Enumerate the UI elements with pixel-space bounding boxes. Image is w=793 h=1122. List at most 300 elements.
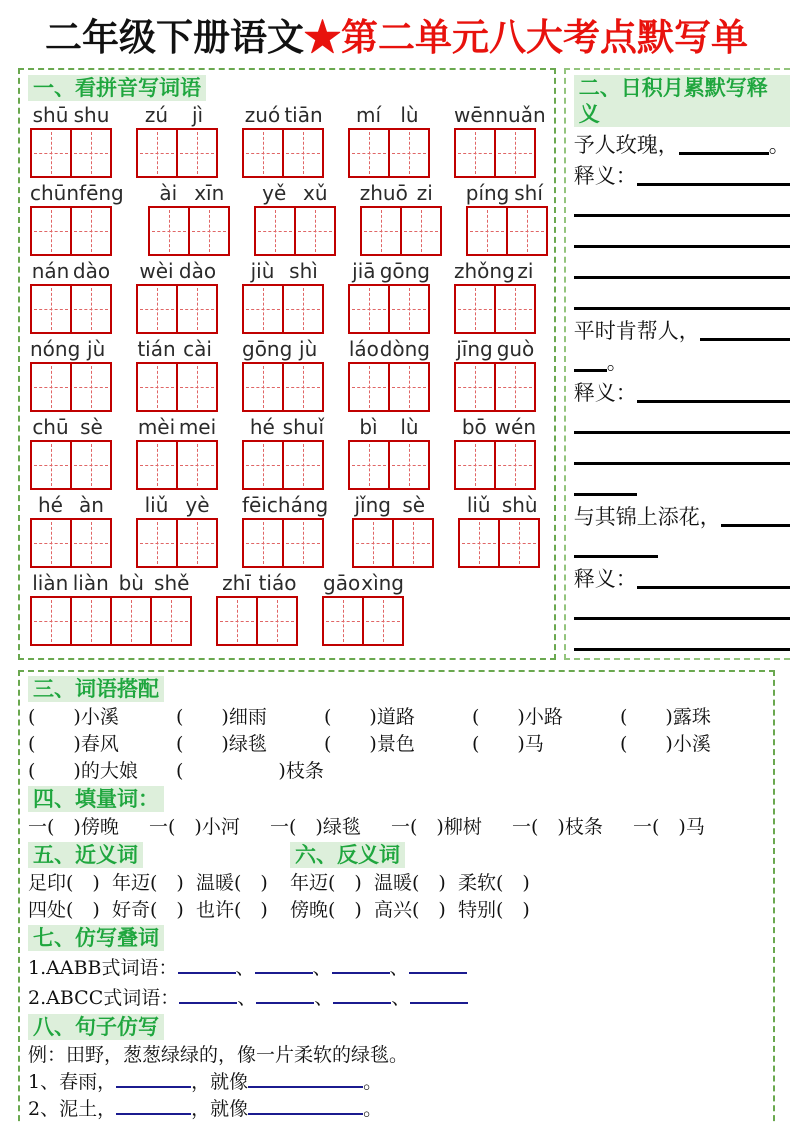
pinyin-syllable: wén bbox=[494, 415, 536, 439]
writing-grid-box[interactable] bbox=[454, 440, 536, 490]
pinyin-label bbox=[30, 493, 112, 518]
memorize-line bbox=[574, 253, 790, 284]
memorize-line bbox=[574, 129, 790, 160]
pinyin-syllable: jù bbox=[299, 337, 318, 361]
grid-cell bbox=[294, 208, 334, 254]
word-match-item[interactable]: ( )春风 bbox=[28, 733, 119, 755]
pinyin-syllable: àn bbox=[79, 493, 104, 517]
writing-grid-box[interactable] bbox=[348, 128, 430, 178]
pinyin-word-row bbox=[30, 259, 548, 334]
section-pinyin-dictation bbox=[18, 68, 556, 660]
pinyin-label bbox=[136, 415, 218, 440]
pinyin-syllable: xìng bbox=[361, 571, 404, 595]
pinyin-syllable: gāo bbox=[323, 571, 361, 595]
section7-heading: 七、仿写叠词 bbox=[28, 925, 164, 951]
pinyin-syllable: tiān bbox=[284, 103, 323, 127]
pinyin-syllable: nuǎn bbox=[495, 103, 546, 127]
writing-grid-box[interactable] bbox=[30, 440, 112, 490]
writing-grid-box[interactable] bbox=[454, 128, 536, 178]
writing-grid-box[interactable] bbox=[360, 206, 442, 256]
pinyin-label bbox=[30, 571, 192, 596]
section-antonyms bbox=[290, 841, 765, 924]
answer-blank[interactable] bbox=[332, 958, 390, 974]
writing-grid-box[interactable] bbox=[30, 362, 112, 412]
title-black: 二年级下册语文 bbox=[45, 15, 304, 59]
writing-grid-box[interactable] bbox=[30, 518, 112, 568]
antonym-item[interactable]: 年迈( ) bbox=[290, 872, 362, 894]
writing-grid-box[interactable] bbox=[136, 284, 218, 334]
pinyin-label bbox=[136, 103, 218, 128]
pinyin-syllable: shu bbox=[73, 103, 110, 127]
pinyin-label bbox=[454, 259, 536, 284]
grid-cell bbox=[176, 286, 216, 332]
grid-cell bbox=[282, 286, 322, 332]
pinyin-syllable: wēn bbox=[454, 103, 496, 127]
pinyin-word-row bbox=[30, 181, 548, 256]
memorize-line bbox=[574, 284, 790, 315]
grid-cell bbox=[388, 364, 428, 410]
pinyin-word bbox=[136, 337, 218, 412]
writing-grid-box[interactable] bbox=[242, 518, 324, 568]
answer-blank[interactable] bbox=[574, 613, 790, 620]
pinyin-word bbox=[242, 259, 324, 334]
word-match-line bbox=[28, 758, 765, 785]
word-match-item[interactable]: ( )的大娘 bbox=[28, 760, 138, 782]
grid-cell bbox=[70, 442, 110, 488]
reduplication-label: 2.ABCC式词语： bbox=[28, 987, 180, 1009]
pinyin-label bbox=[360, 181, 442, 206]
pinyin-label bbox=[254, 181, 336, 206]
writing-grid-box[interactable] bbox=[136, 440, 218, 490]
answer-blank[interactable] bbox=[637, 582, 790, 589]
pinyin-syllable: hé bbox=[38, 493, 63, 517]
answer-blank[interactable] bbox=[574, 241, 790, 248]
word-match-item[interactable]: ( )小溪 bbox=[620, 733, 711, 755]
section1-heading: 一、看拼音写词语 bbox=[28, 75, 206, 101]
grid-cell bbox=[350, 130, 388, 176]
pinyin-word bbox=[348, 415, 430, 490]
pinyin-syllable: dào bbox=[178, 259, 217, 283]
pinyin-word-row bbox=[30, 103, 548, 178]
grid-cell bbox=[70, 130, 110, 176]
pinyin-word bbox=[30, 103, 112, 178]
pinyin-label bbox=[352, 493, 434, 518]
pinyin-syllable: liàn bbox=[72, 571, 109, 595]
sentence-mid: ，就像 bbox=[191, 1098, 249, 1120]
pinyin-syllable: zhī bbox=[222, 571, 251, 595]
answer-blank[interactable] bbox=[574, 458, 790, 465]
pinyin-syllable: xīn bbox=[194, 181, 225, 205]
pinyin-word bbox=[30, 493, 112, 568]
memorize-line bbox=[574, 346, 790, 377]
pinyin-label bbox=[242, 259, 324, 284]
grid-cell bbox=[176, 520, 216, 566]
grid-cell bbox=[70, 286, 110, 332]
pinyin-syllable: zi bbox=[517, 259, 534, 283]
memorize-line bbox=[574, 563, 790, 594]
pinyin-syllable: yè bbox=[185, 493, 210, 517]
word-match-item[interactable]: ( )绿毯 bbox=[176, 733, 267, 755]
list-separator: 、 bbox=[389, 957, 409, 979]
pinyin-syllable: jǐng bbox=[354, 493, 391, 517]
writing-grid-box[interactable] bbox=[30, 596, 192, 646]
pinyin-label bbox=[242, 493, 328, 518]
measure-word-item[interactable]: 一( )小河 bbox=[149, 816, 240, 838]
pinyin-syllable: jiā bbox=[352, 259, 376, 283]
pinyin-word bbox=[30, 337, 112, 412]
grid-cell bbox=[456, 286, 494, 332]
antonym-item[interactable]: 高兴( ) bbox=[374, 899, 446, 921]
pinyin-syllable: wèi bbox=[139, 259, 174, 283]
grid-cell bbox=[392, 520, 432, 566]
sentence-mid: ，就像 bbox=[191, 1071, 249, 1093]
pinyin-label bbox=[454, 337, 536, 362]
grid-cell bbox=[32, 598, 70, 644]
word-match-item[interactable]: ( )露珠 bbox=[620, 706, 711, 728]
grid-cell bbox=[456, 442, 494, 488]
grid-cell bbox=[244, 442, 282, 488]
answer-blank[interactable] bbox=[574, 210, 790, 217]
pinyin-syllable: liǔ bbox=[466, 493, 491, 517]
section5-heading: 五、近义词 bbox=[28, 842, 143, 868]
grid-cell bbox=[176, 442, 216, 488]
grid-cell bbox=[244, 520, 282, 566]
antonym-item[interactable]: 傍晚( ) bbox=[290, 899, 362, 921]
grid-cell bbox=[282, 130, 322, 176]
writing-grid-box[interactable] bbox=[30, 284, 112, 334]
pinyin-syllable: sè bbox=[80, 415, 103, 439]
memorize-lines bbox=[574, 129, 790, 656]
writing-grid-box[interactable] bbox=[466, 206, 548, 256]
grid-cell bbox=[494, 286, 534, 332]
writing-grid-box[interactable] bbox=[454, 362, 536, 412]
writing-grid-box[interactable] bbox=[136, 128, 218, 178]
measure-word-line bbox=[28, 814, 765, 841]
answer-blank[interactable] bbox=[410, 988, 468, 1004]
answer-blank[interactable] bbox=[574, 427, 790, 434]
pinyin-word bbox=[348, 103, 430, 178]
grid-cell bbox=[460, 520, 498, 566]
synonym-item[interactable]: 也许( ) bbox=[196, 899, 268, 921]
pinyin-word bbox=[30, 181, 124, 256]
writing-grid-box[interactable] bbox=[322, 596, 404, 646]
section5-row bbox=[28, 897, 290, 924]
grid-cell bbox=[494, 130, 534, 176]
word-match-item[interactable]: ( )景色 bbox=[324, 733, 415, 755]
memorize-line bbox=[574, 160, 790, 191]
synonym-item[interactable]: 好奇( ) bbox=[112, 899, 184, 921]
writing-grid-box[interactable] bbox=[148, 206, 230, 256]
section2-heading: 二、日积月累默写释义 bbox=[574, 75, 790, 127]
reduplication-line bbox=[28, 953, 765, 983]
synonym-item[interactable]: 年迈( ) bbox=[112, 872, 184, 894]
grid-cell bbox=[176, 364, 216, 410]
pinyin-label bbox=[30, 181, 124, 206]
writing-grid-box[interactable] bbox=[242, 284, 324, 334]
answer-blank[interactable] bbox=[574, 489, 637, 496]
answer-blank[interactable] bbox=[248, 1099, 363, 1115]
measure-word-item[interactable]: 一( )马 bbox=[633, 816, 705, 838]
pinyin-label bbox=[136, 493, 218, 518]
antonym-item[interactable]: 特别( ) bbox=[458, 899, 530, 921]
pinyin-word bbox=[136, 415, 218, 490]
pinyin-word bbox=[30, 415, 112, 490]
measure-word-item[interactable]: 一( )枝条 bbox=[512, 816, 603, 838]
answer-blank[interactable] bbox=[179, 988, 237, 1004]
grid-cell bbox=[362, 208, 400, 254]
section-memorize-definitions bbox=[564, 68, 793, 660]
grid-cell bbox=[70, 208, 110, 254]
section-reduplicated-words bbox=[28, 924, 765, 1013]
grid-cell bbox=[468, 208, 506, 254]
pinyin-syllable: bō bbox=[461, 415, 487, 439]
grid-cell bbox=[150, 598, 190, 644]
antonym-item[interactable]: 温暖( ) bbox=[374, 872, 446, 894]
writing-grid-box[interactable] bbox=[242, 440, 324, 490]
grid-cell bbox=[324, 598, 362, 644]
synonym-item[interactable]: 足印( ) bbox=[28, 872, 100, 894]
grid-cell bbox=[494, 442, 534, 488]
answer-blank[interactable] bbox=[178, 958, 236, 974]
pinyin-label bbox=[30, 415, 112, 440]
pinyin-word bbox=[216, 571, 298, 646]
writing-grid-box[interactable] bbox=[30, 206, 112, 256]
list-separator: 、 bbox=[312, 957, 332, 979]
grid-cell bbox=[138, 442, 176, 488]
grid-cell bbox=[256, 208, 294, 254]
pinyin-word bbox=[360, 181, 442, 256]
writing-grid-box[interactable] bbox=[254, 206, 336, 256]
grid-cell bbox=[400, 208, 440, 254]
memorize-line bbox=[574, 408, 790, 439]
pinyin-word bbox=[466, 181, 548, 256]
pinyin-syllable: yě bbox=[262, 181, 287, 205]
writing-grid-box[interactable] bbox=[242, 362, 324, 412]
memorize-line bbox=[574, 439, 790, 470]
pinyin-syllable: hé bbox=[249, 415, 275, 439]
writing-grid-box[interactable] bbox=[216, 596, 298, 646]
punctuation: 。 bbox=[606, 350, 628, 374]
answer-blank[interactable] bbox=[248, 1072, 363, 1088]
pinyin-word-row bbox=[30, 337, 548, 412]
answer-blank[interactable] bbox=[637, 179, 790, 186]
pinyin-syllable: shuǐ bbox=[282, 415, 324, 439]
section4-heading: 四、填量词： bbox=[28, 786, 164, 812]
grid-cell bbox=[138, 520, 176, 566]
section-word-matching bbox=[28, 675, 765, 785]
answer-blank[interactable] bbox=[333, 988, 391, 1004]
measure-word-item[interactable]: 一( )绿毯 bbox=[270, 816, 361, 838]
pinyin-syllable: fēng bbox=[79, 181, 124, 205]
pinyin-label bbox=[454, 103, 546, 128]
grid-cell bbox=[388, 286, 428, 332]
writing-grid-box[interactable] bbox=[458, 518, 540, 568]
memorize-line bbox=[574, 625, 790, 656]
grid-cell bbox=[188, 208, 228, 254]
pinyin-syllable: zhuō bbox=[359, 181, 408, 205]
sentence-prefix: 2、泥土， bbox=[28, 1098, 117, 1120]
answer-blank[interactable] bbox=[116, 1072, 191, 1088]
writing-grid-box[interactable] bbox=[136, 518, 218, 568]
pinyin-syllable: zi bbox=[416, 181, 433, 205]
grid-cell bbox=[282, 520, 322, 566]
grid-cell bbox=[32, 364, 70, 410]
pinyin-word bbox=[136, 493, 218, 568]
pinyin-syllable: ài bbox=[159, 181, 178, 205]
section5-row bbox=[28, 870, 290, 897]
word-match-item[interactable]: ( )细雨 bbox=[176, 706, 267, 728]
synonym-item[interactable]: 温暖( ) bbox=[196, 872, 268, 894]
grid-cell bbox=[70, 364, 110, 410]
answer-blank[interactable] bbox=[574, 644, 790, 651]
pinyin-label bbox=[242, 337, 324, 362]
pinyin-syllable: liàn bbox=[32, 571, 69, 595]
answer-blank[interactable] bbox=[637, 396, 790, 403]
memorize-line bbox=[574, 191, 790, 222]
writing-grid-box[interactable] bbox=[30, 128, 112, 178]
pinyin-word bbox=[30, 259, 112, 334]
pinyin-syllable: lù bbox=[400, 103, 419, 127]
grid-cell bbox=[32, 208, 70, 254]
grid-cell bbox=[362, 598, 402, 644]
sentence-prefix: 1、春雨， bbox=[28, 1071, 117, 1093]
grid-cell bbox=[32, 442, 70, 488]
pinyin-word-row bbox=[30, 571, 548, 646]
grid-cell bbox=[110, 598, 150, 644]
bottom-exercises-panel bbox=[18, 670, 775, 1122]
answer-blank[interactable] bbox=[700, 334, 790, 341]
section-sentence-imitation bbox=[28, 1013, 765, 1122]
pinyin-syllable: shí bbox=[514, 181, 543, 205]
memorize-line bbox=[574, 315, 790, 346]
word-match-line bbox=[28, 731, 765, 758]
pinyin-word bbox=[454, 415, 536, 490]
answer-blank[interactable] bbox=[116, 1099, 191, 1115]
pinyin-word bbox=[30, 571, 192, 646]
pinyin-syllable: jì bbox=[191, 103, 204, 127]
pinyin-syllable: cài bbox=[183, 337, 212, 361]
answer-blank[interactable] bbox=[574, 365, 607, 372]
list-separator: 、 bbox=[237, 987, 257, 1009]
punctuation: 。 bbox=[768, 133, 790, 157]
pinyin-syllable: bù bbox=[118, 571, 144, 595]
pinyin-syllable: lù bbox=[400, 415, 419, 439]
pinyin-syllable: shū bbox=[32, 103, 69, 127]
measure-word-item[interactable]: 一( )柳树 bbox=[391, 816, 482, 838]
writing-grid-box[interactable] bbox=[242, 128, 324, 178]
synonym-item[interactable]: 四处( ) bbox=[28, 899, 100, 921]
grid-cell bbox=[350, 286, 388, 332]
grid-cell bbox=[350, 364, 388, 410]
pinyin-syllable: mí bbox=[355, 103, 382, 127]
answer-blank[interactable] bbox=[721, 520, 790, 527]
answer-blank[interactable] bbox=[574, 551, 658, 558]
writing-grid-box[interactable] bbox=[352, 518, 434, 568]
answer-blank[interactable] bbox=[574, 272, 790, 279]
pinyin-word bbox=[242, 103, 324, 178]
answer-blank[interactable] bbox=[255, 958, 313, 974]
grid-cell bbox=[218, 598, 256, 644]
pinyin-syllable: dào bbox=[72, 259, 111, 283]
pinyin-word bbox=[454, 103, 546, 178]
pinyin-syllable: dòng bbox=[379, 337, 430, 361]
pinyin-label bbox=[148, 181, 230, 206]
answer-blank[interactable] bbox=[409, 958, 467, 974]
pinyin-label bbox=[458, 493, 540, 518]
pinyin-syllable: shù bbox=[501, 493, 538, 517]
pinyin-label bbox=[348, 337, 430, 362]
memorize-line bbox=[574, 222, 790, 253]
word-match-item[interactable]: ( )枝条 bbox=[176, 760, 324, 782]
pinyin-syllable: tiáo bbox=[258, 571, 297, 595]
section-measure-words bbox=[28, 785, 765, 841]
antonym-item[interactable]: 柔软( ) bbox=[458, 872, 530, 894]
writing-grid-box[interactable] bbox=[136, 362, 218, 412]
pinyin-syllable: chū bbox=[32, 415, 69, 439]
page-title bbox=[18, 12, 775, 62]
pinyin-syllable: gōng bbox=[242, 337, 293, 361]
memorize-line bbox=[574, 594, 790, 625]
memorize-label: 释义： bbox=[573, 381, 637, 405]
answer-blank[interactable] bbox=[574, 303, 790, 310]
grid-cell bbox=[498, 520, 538, 566]
answer-blank[interactable] bbox=[256, 988, 314, 1004]
grid-cell bbox=[282, 364, 322, 410]
pinyin-label bbox=[136, 337, 218, 362]
list-separator: 、 bbox=[235, 957, 255, 979]
word-match-item[interactable]: ( )道路 bbox=[324, 706, 415, 728]
grid-cell bbox=[282, 442, 322, 488]
pinyin-syllable: shě bbox=[154, 571, 190, 595]
word-match-item[interactable]: ( )小路 bbox=[472, 706, 563, 728]
pinyin-word bbox=[458, 493, 540, 568]
pinyin-syllable: xǔ bbox=[302, 181, 328, 205]
reduplication-line bbox=[28, 983, 765, 1013]
top-panels bbox=[18, 68, 790, 660]
list-separator: 、 bbox=[314, 987, 334, 1009]
grid-cell bbox=[456, 364, 494, 410]
grid-cell bbox=[138, 286, 176, 332]
grid-cell bbox=[506, 208, 546, 254]
measure-word-item[interactable]: 一( )傍晚 bbox=[28, 816, 119, 838]
pinyin-syllable: tián bbox=[137, 337, 176, 361]
writing-grid-box[interactable] bbox=[348, 440, 430, 490]
sentence-line bbox=[28, 1096, 765, 1122]
memorize-label: 与其锦上添花， bbox=[573, 505, 721, 529]
grid-cell bbox=[138, 364, 176, 410]
section6-row bbox=[290, 897, 765, 924]
writing-grid-box[interactable] bbox=[348, 362, 430, 412]
pinyin-label bbox=[322, 571, 404, 596]
pinyin-word bbox=[454, 259, 536, 334]
pinyin-word bbox=[348, 259, 430, 334]
writing-grid-box[interactable] bbox=[454, 284, 536, 334]
grid-cell bbox=[244, 286, 282, 332]
grid-cell bbox=[70, 520, 110, 566]
pinyin-syllable: fēi bbox=[242, 493, 267, 517]
word-match-line bbox=[28, 704, 765, 731]
pinyin-grid-rows bbox=[28, 103, 548, 646]
word-match-item[interactable]: ( )马 bbox=[472, 733, 544, 755]
pinyin-syllable: bì bbox=[359, 415, 378, 439]
writing-grid-box[interactable] bbox=[348, 284, 430, 334]
pinyin-syllable: sè bbox=[402, 493, 426, 517]
word-match-item[interactable]: ( )小溪 bbox=[28, 706, 119, 728]
memorize-label: 予人玫瑰， bbox=[573, 133, 679, 157]
pinyin-syllable: nóng bbox=[30, 337, 81, 361]
grid-cell bbox=[138, 130, 176, 176]
answer-blank[interactable] bbox=[679, 148, 769, 155]
